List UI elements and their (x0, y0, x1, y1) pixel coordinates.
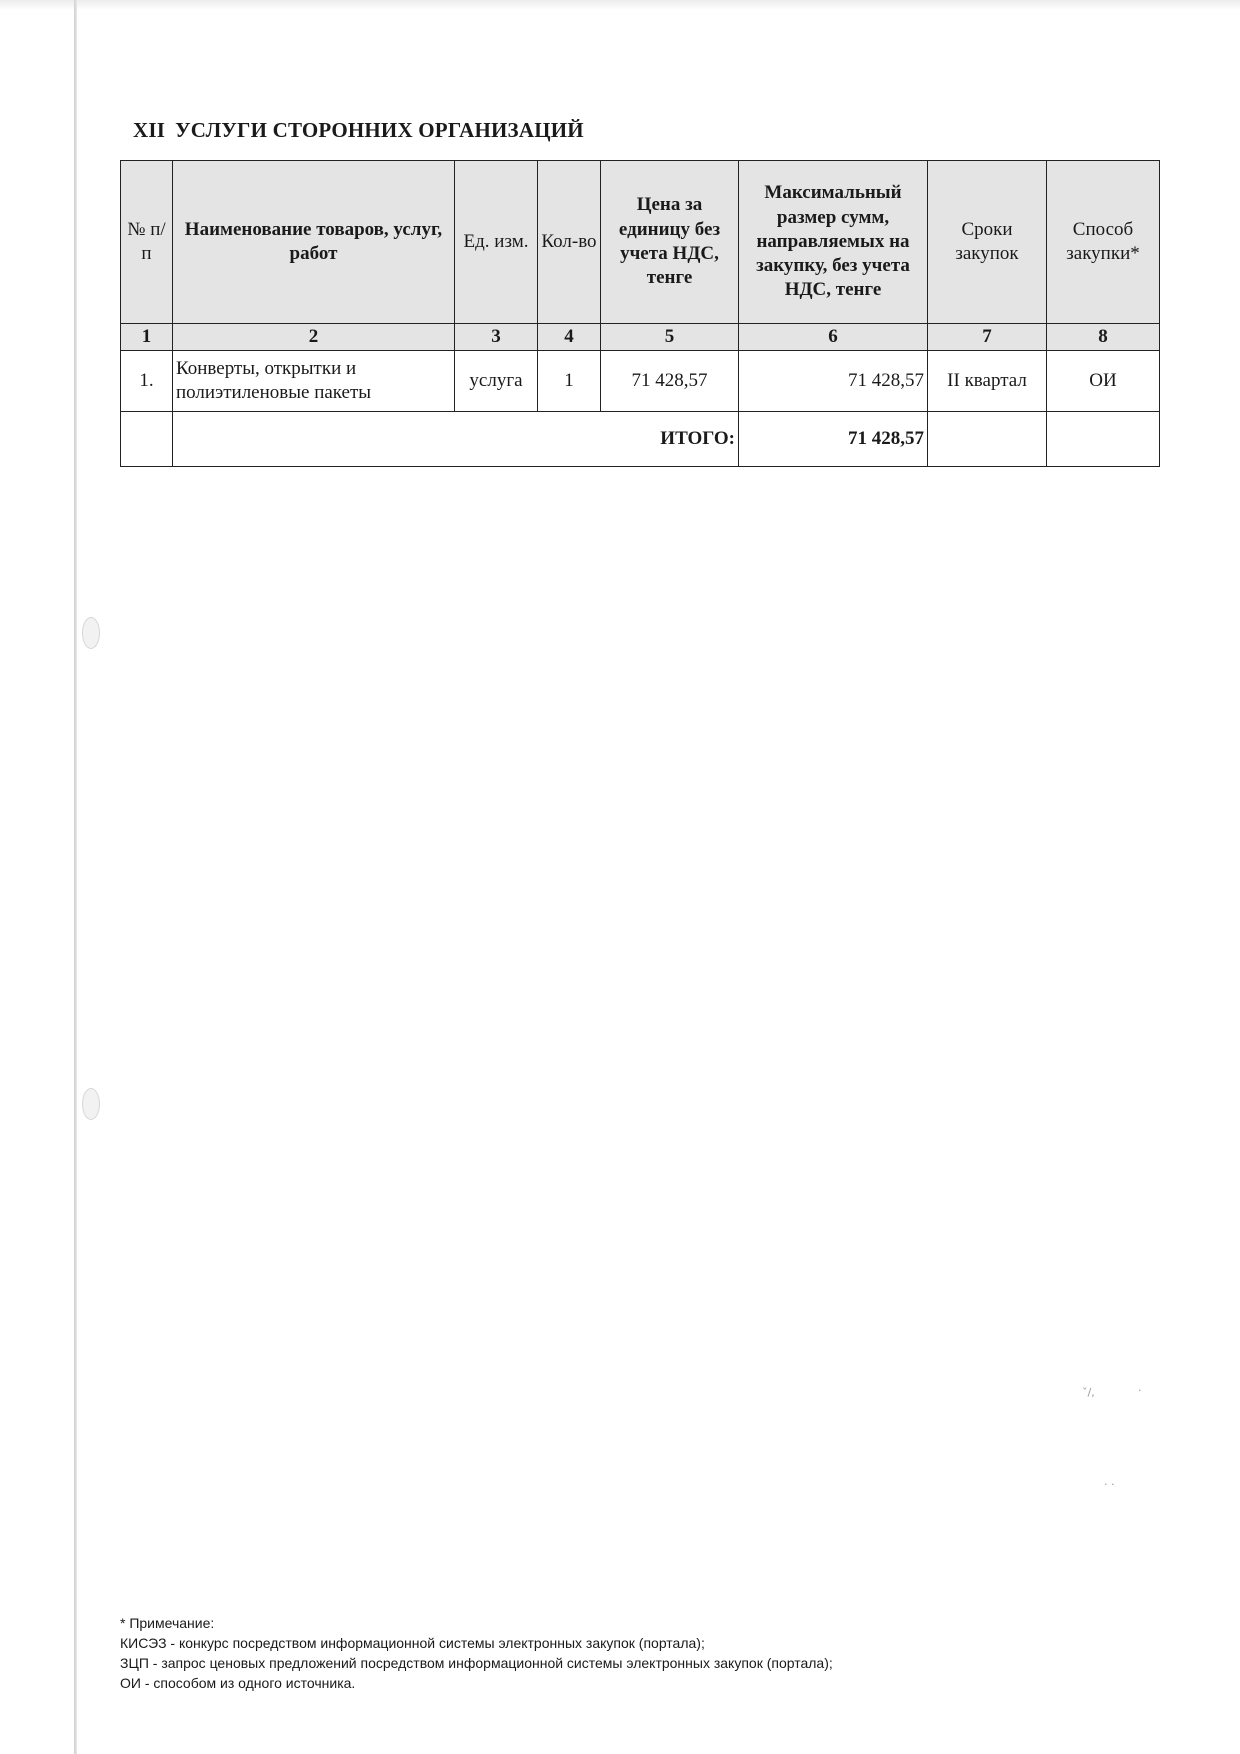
scan-speck: ˇ/, (1082, 1386, 1095, 1399)
column-number: 3 (455, 324, 538, 351)
header-max-amount: Максимальный размер сумм, направляемых на закупку, без учета НДС, тенге (739, 161, 928, 324)
header-period: Сроки закупок (928, 161, 1047, 324)
section-title-text: УСЛУГИ СТОРОННИХ ОРГАНИЗАЦИЙ (175, 118, 584, 142)
column-number: 2 (173, 324, 455, 351)
column-number: 5 (601, 324, 739, 351)
punch-hole-bottom (82, 1088, 100, 1120)
column-number: 1 (121, 324, 173, 351)
cell-price: 71 428,57 (601, 351, 739, 412)
cell-method: ОИ (1047, 351, 1160, 412)
scan-speck: · · (1104, 1478, 1115, 1491)
cell-max-amount: 71 428,57 (739, 351, 928, 412)
footnote-line: ЗЦП - запрос ценовых предложений посредством информационной системы электронных закупок (портала); (120, 1655, 833, 1671)
table-header-row (121, 161, 1160, 324)
cell-qty: 1 (538, 351, 601, 412)
table-row (121, 351, 1160, 412)
total-label: ИТОГО: (173, 412, 739, 467)
header-num: № п/п (121, 161, 173, 324)
procurement-table (120, 160, 1160, 467)
cell-period: II квартал (928, 351, 1047, 412)
scan-top-shadow (0, 0, 1240, 10)
total-empty-cell (121, 412, 173, 467)
header-name: Наименование товаров, услуг, работ (173, 161, 455, 324)
section-number: XII (133, 118, 166, 142)
header-method: Способ закупки* (1047, 161, 1160, 324)
footnote (120, 1613, 833, 1693)
scan-speck: · (1138, 1384, 1142, 1397)
header-unit: Ед. изм. (455, 161, 538, 324)
binding-edge-line (74, 0, 77, 1754)
total-amount: 71 428,57 (739, 412, 928, 467)
column-number-row (121, 324, 1160, 351)
column-number: 8 (1047, 324, 1160, 351)
cell-name: Конверты, открытки и полиэтиленовые пакеты (173, 351, 455, 412)
header-price: Цена за единицу без учета НДС, тенге (601, 161, 739, 324)
total-row (121, 412, 1160, 467)
column-number: 7 (928, 324, 1047, 351)
cell-num: 1. (121, 351, 173, 412)
footnote-line: КИСЭЗ - конкурс посредством информационной системы электронных закупок (портала); (120, 1635, 705, 1651)
total-empty-cell (928, 412, 1047, 467)
total-empty-cell (1047, 412, 1160, 467)
column-number: 4 (538, 324, 601, 351)
section-title (133, 118, 584, 143)
column-number: 6 (739, 324, 928, 351)
header-qty: Кол-во (538, 161, 601, 324)
footnote-line: ОИ - способом из одного источника. (120, 1675, 356, 1691)
footnote-title: * Примечание: (120, 1615, 215, 1631)
cell-unit: услуга (455, 351, 538, 412)
punch-hole-top (82, 617, 100, 649)
